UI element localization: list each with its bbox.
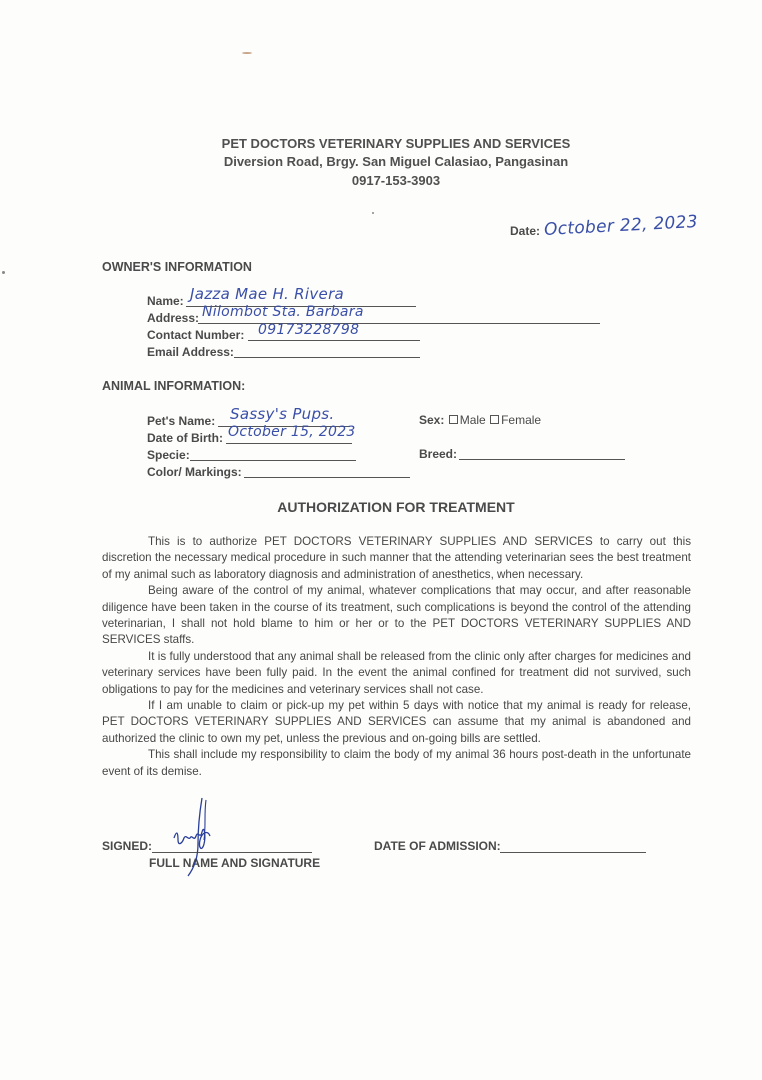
owner-address-label: Address: bbox=[147, 311, 200, 325]
authorization-paragraph: This shall include my responsibility to claim the body of my animal 36 hours post-death in the unfortunate event of its demise. bbox=[102, 748, 691, 778]
contact-number-line bbox=[248, 340, 420, 341]
female-label: Female bbox=[501, 413, 542, 427]
authorization-title: AUTHORIZATION FOR TREATMENT bbox=[277, 499, 515, 515]
handwritten-signature bbox=[168, 796, 228, 880]
authorization-paragraph: It is fully understood that any animal shall be released from the clinic only after charges for medicines and veterinary services have been fully paid. In the event the animal confined for treatment did not survived, such obligations to pay for the medicines and veterinary services shall not case. bbox=[102, 649, 691, 696]
date-of-admission-line bbox=[500, 852, 646, 853]
color-markings-line bbox=[244, 477, 410, 478]
email-label: Email Address: bbox=[147, 345, 234, 359]
breed-label: Breed: bbox=[419, 447, 458, 461]
dob-line bbox=[226, 443, 352, 444]
dob-value: October 15, 2023 bbox=[228, 424, 356, 440]
email-line bbox=[234, 357, 420, 358]
authorization-paragraph: This is to authorize PET DOCTORS VETERINARY SUPPLIES AND SERVICES to carry out this discretion the necessary medical procedure in such manner that the attending veterinarian sees the best treatment of my animal such as laboratory diagnosis and administration of anesthetics, when necessary. bbox=[102, 535, 691, 581]
owner-info-heading: OWNER'S INFORMATION bbox=[102, 260, 252, 274]
scan-speck bbox=[2, 271, 5, 274]
owner-name-value: Jazza Mae H. Rivera bbox=[190, 285, 345, 303]
color-markings-label: Color/ Markings: bbox=[147, 465, 242, 479]
sex-label: Sex: bbox=[419, 413, 445, 427]
scan-speck bbox=[372, 212, 374, 214]
authorization-body bbox=[102, 534, 691, 780]
male-label: Male bbox=[459, 413, 486, 427]
company-address: Diversion Road, Brgy. San Miguel Calasiao, Pangasinan bbox=[223, 154, 569, 169]
breed-line bbox=[459, 459, 625, 460]
owner-address-value: Nilombot Sta. Barbara bbox=[202, 304, 364, 320]
contact-number-value: 09173228798 bbox=[258, 322, 360, 338]
specie-line bbox=[190, 460, 356, 461]
signed-label: SIGNED: bbox=[102, 839, 153, 853]
date-of-admission-label: DATE OF ADMISSION: bbox=[374, 839, 501, 853]
owner-name-label: Name: bbox=[147, 294, 184, 308]
date-label: Date: bbox=[510, 224, 541, 238]
pet-name-value: Sassy's Pups. bbox=[230, 405, 335, 423]
female-checkbox[interactable] bbox=[490, 415, 499, 424]
contact-number-label: Contact Number: bbox=[147, 328, 245, 342]
authorization-paragraph: If I am unable to claim or pick-up my pet within 5 days with notice that my animal is ready for release, PET DOCTORS VETERINARY SUPPLIES AND SERVICES can assume that my animal is abandoned and authorized the clinic to own my pet, unless the previous and on-going bills are settled. bbox=[102, 699, 691, 745]
animal-info-heading: ANIMAL INFORMATION: bbox=[102, 379, 246, 393]
male-checkbox[interactable] bbox=[449, 415, 458, 424]
pet-name-label: Pet's Name: bbox=[147, 414, 216, 428]
scan-speck bbox=[242, 52, 252, 54]
specie-label: Specie: bbox=[147, 448, 190, 462]
authorization-paragraph: Being aware of the control of my animal, whatever complications that may occur, and after reasonable diligence have been taken in the course of its treatment, such complications is beyond the control of the attending veterinarian, I shall not hold blame to him or her or to the PET DOCTORS VETERINARY SUPPLIES AND SERVICES staffs. bbox=[102, 584, 691, 647]
full-name-signature-label: FULL NAME AND SIGNATURE bbox=[149, 856, 321, 870]
sex-field bbox=[419, 413, 541, 427]
date-value: October 22, 2023 bbox=[543, 211, 699, 241]
dob-label: Date of Birth: bbox=[147, 431, 223, 445]
company-phone: 0917-153-3903 bbox=[351, 173, 441, 188]
company-name: PET DOCTORS VETERINARY SUPPLIES AND SERVICES bbox=[221, 136, 571, 151]
